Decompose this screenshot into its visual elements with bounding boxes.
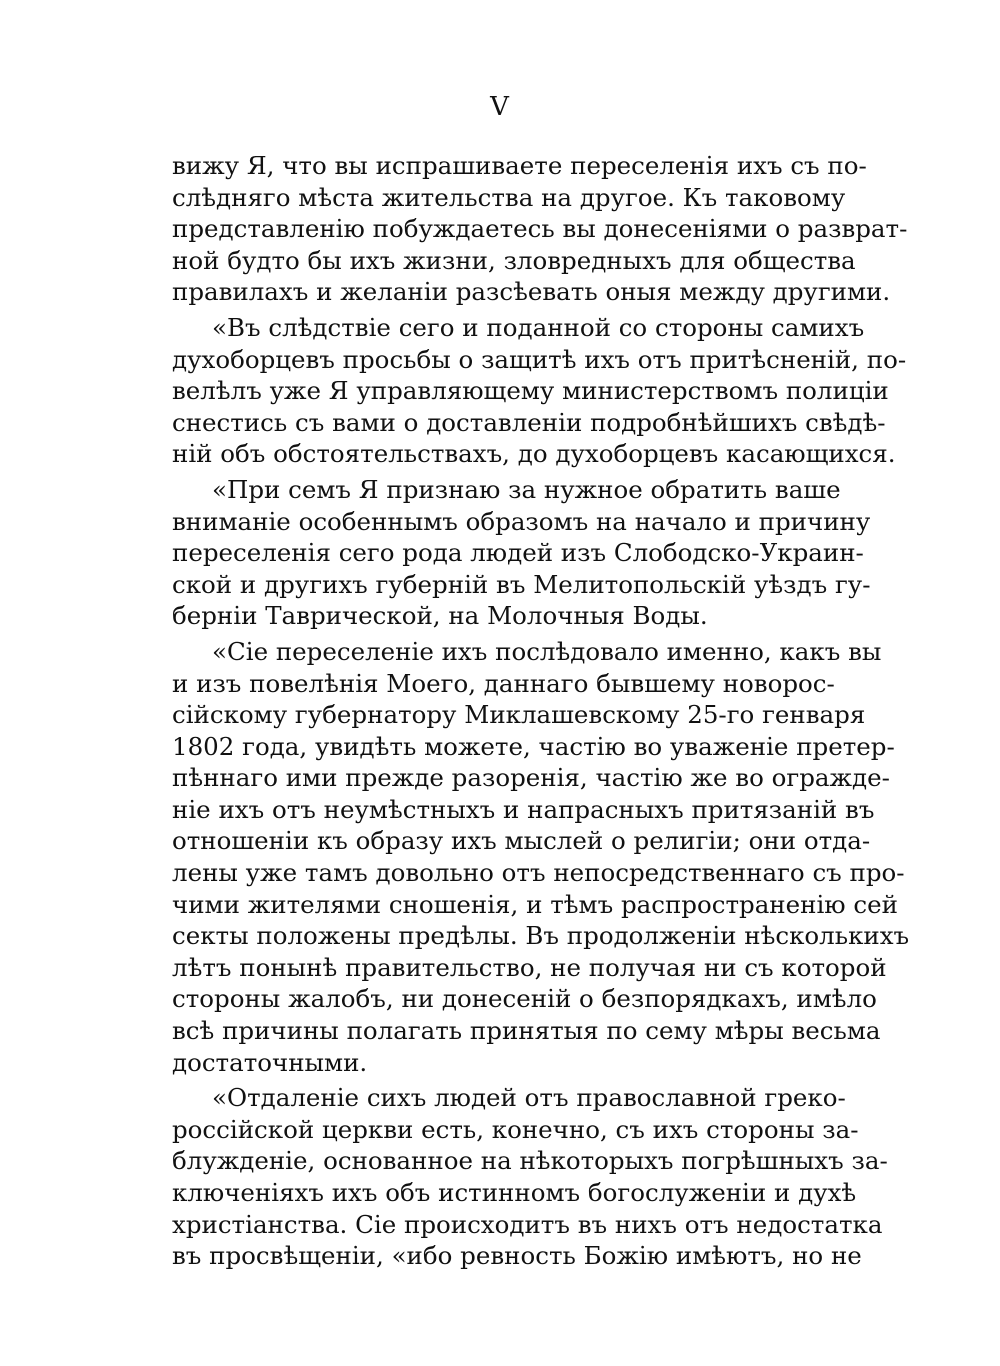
text-line: секты положены предѣлы. Въ продолженіи нѣсколькихъ [172,921,910,951]
text-line: блужденіе, основанное на нѣкоторыхъ погрѣшныхъ за- [172,1146,888,1176]
text-line: ключеніяхъ ихъ объ истинномъ богослуженіи и духѣ [172,1178,857,1207]
text-line: берніи Таврической, на Молочныя Воды. [172,601,708,631]
text-line: вниманіе особеннымъ образомъ на начало и причину [172,506,871,536]
text-line: ной будто бы ихъ жизни, зловредныхъ для общества [172,245,856,275]
paragraph-1 [172,150,908,308]
text-line: ній объ обстоятельствахъ, до духоборцевъ касающихся. [172,439,896,469]
text-line: лѣтъ понынѣ правительство, не получая ни съ которой [172,952,887,982]
text-line: отношеніи къ образу ихъ мыслей о религіи; они отда- [172,826,871,856]
text-line: слѣдняго мѣста жительства на другое. Къ таковому [172,182,846,212]
text-line: «Отдаленіе сихъ людей отъ православной греко- [212,1083,846,1113]
text-line: вижу Я, что вы испрашиваете переселенія ихъ съ по- [172,151,867,180]
page-number: V [490,92,510,122]
text-line: переселенія сего рода людей изъ Слободско-Украин- [172,538,864,568]
body-text [172,150,910,1272]
paragraph-5 [172,1082,888,1272]
text-line: снестись съ вами о доставленіи подробнѣйшихъ свѣдѣ- [172,407,886,437]
text-line: пѣннаго ими прежде разоренія, частію же во огражде- [172,763,890,793]
text-line: въ просвѣщеніи, «ибо ревность Божію имѣютъ, но не [172,1241,862,1271]
paragraph-3 [172,474,871,632]
text-line: россійской церкви есть, конечно, съ ихъ стороны за- [172,1114,859,1144]
text-line: велѣлъ уже Я управляющему министерствомъ полиціи [172,376,889,406]
text-line: 1802 года, увидѣть можете, частію во уваженіе претер- [172,731,895,761]
paragraph-4 [172,636,910,1078]
text-line: всѣ причины полагать принятыя по сему мѣры весьма [172,1016,881,1046]
text-line: чими жителями сношенія, и тѣмъ распространенію сей [172,889,898,919]
text-line: представленію побуждаетесь вы донесеніями о разврат- [172,214,908,244]
text-line: и изъ повелѣнія Моего, даннаго бывшему новорос- [172,668,835,698]
text-line: духоборцевъ просьбы о защитѣ ихъ отъ притѣсненій, по- [172,344,907,374]
text-line: «Въ слѣдствіе сего и поданной со стороны самихъ [212,312,865,342]
text-line: стороны жалобъ, ни донесеній о безпорядкахъ, имѣло [172,984,877,1014]
paragraph-2 [172,312,907,470]
text-line: правилахъ и желаніи разсѣевать оныя между другими. [172,277,891,307]
text-line: лены уже тамъ довольно отъ непосредственнаго съ про- [172,858,905,888]
text-line: «При семъ Я признаю за нужное обратить ваше [212,474,841,504]
text-line: ніе ихъ отъ неумѣстныхъ и напрасныхъ притязаній въ [172,794,875,824]
text-line: ской и другихъ губерній въ Мелитопольскій уѣздъ гу- [172,569,871,599]
text-line: «Сіе переселеніе ихъ послѣдовало именно, какъ вы [212,636,882,666]
text-line: достаточными. [172,1047,368,1077]
text-line: христіанства. Сіе происходитъ въ нихъ отъ недостатка [172,1209,883,1239]
text-line: сійскому губернатору Миклашевскому 25-го генваря [172,700,866,730]
